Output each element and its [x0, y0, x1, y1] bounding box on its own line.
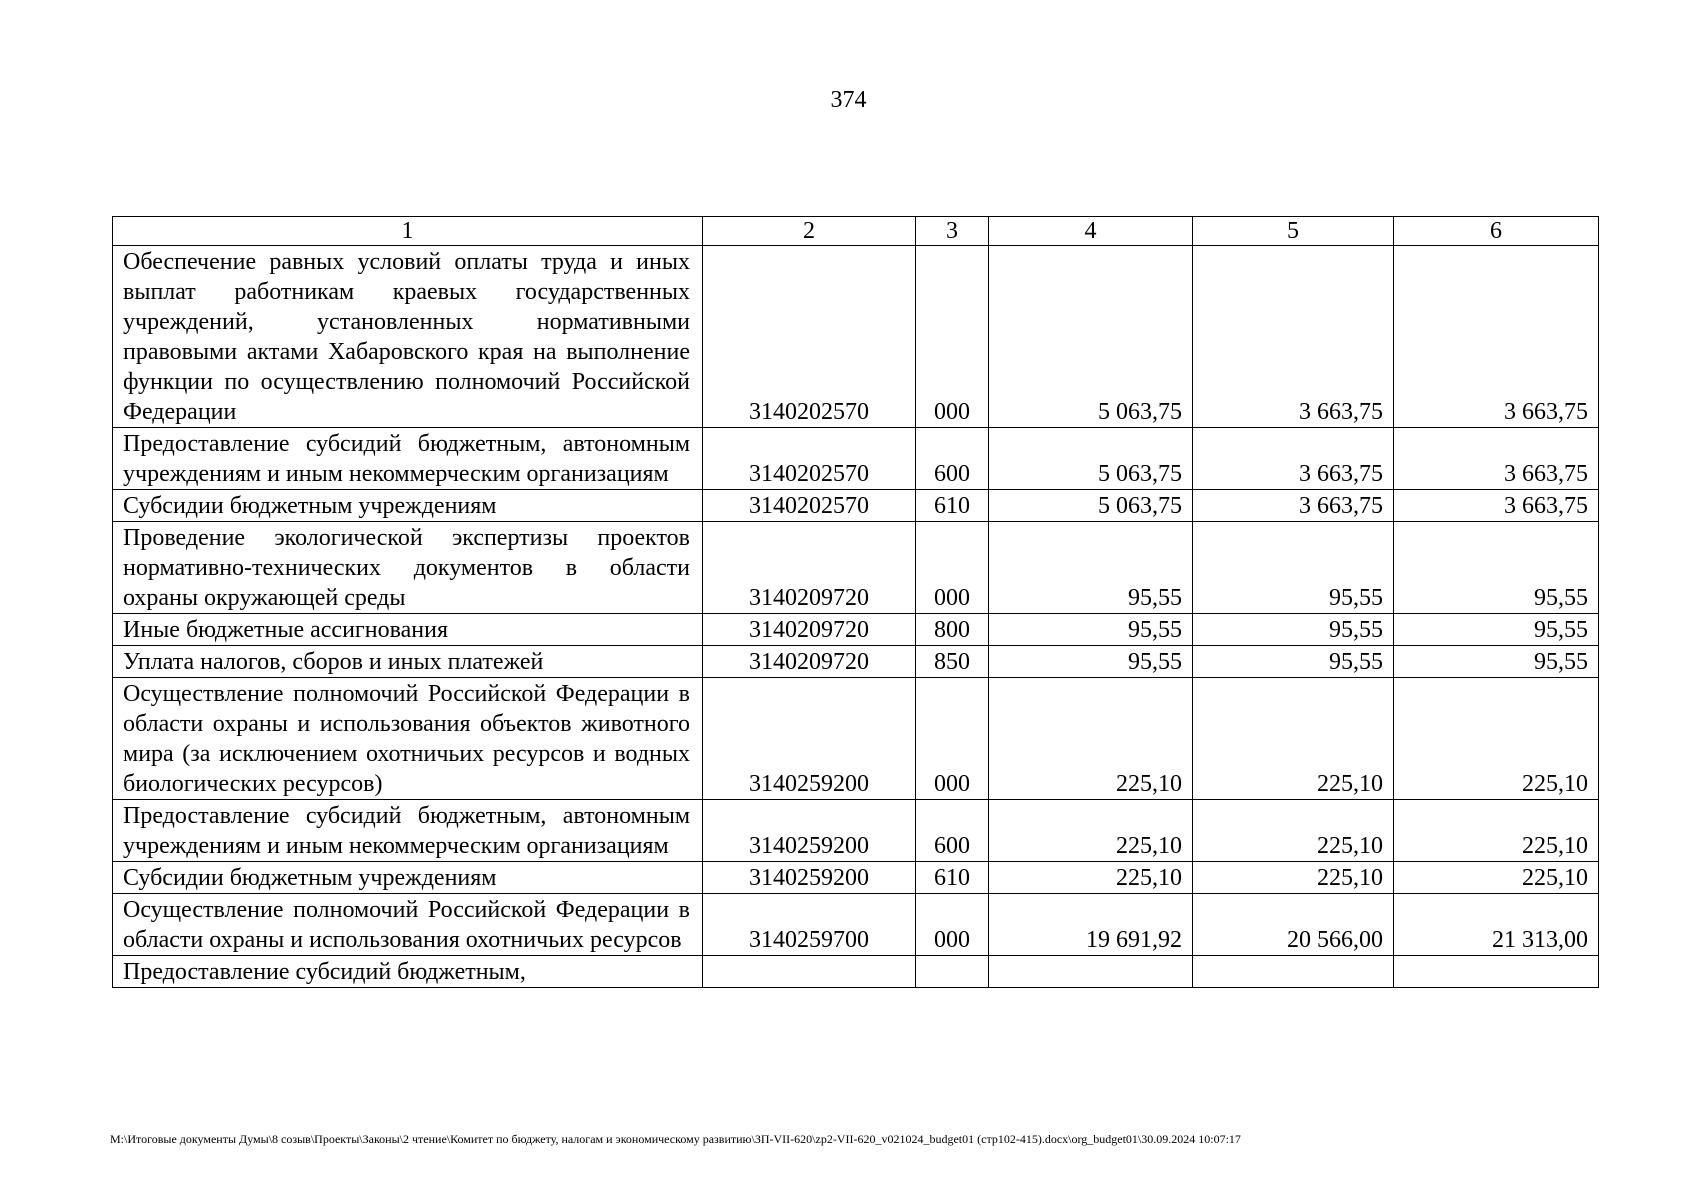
- column-header: 6: [1394, 217, 1599, 246]
- row-name-cell: Иные бюджетные ассигнования: [113, 614, 703, 646]
- amount-year3-cell: 3 663,75: [1394, 490, 1599, 522]
- row-name-cell: Осуществление полномочий Российской Федерации в области охраны и использования охотничьих ресурсов: [113, 894, 703, 956]
- table-row: [113, 428, 1599, 490]
- amount-year1-cell: 95,55: [989, 522, 1193, 614]
- amount-year3-cell: 225,10: [1394, 862, 1599, 894]
- amount-year3-cell: 3 663,75: [1394, 428, 1599, 490]
- amount-year1-cell: 19 691,92: [989, 894, 1193, 956]
- amount-year2-cell: 95,55: [1193, 614, 1394, 646]
- target-article-cell: 3140209720: [703, 646, 916, 678]
- row-name-cell: Обеспечение равных условий оплаты труда и иных выплат работникам краевых государственных учреждений, установленных нормативными правовыми актами Хабаровского края на выполнение функции по осуществлению полномочий Российской Федерации: [113, 246, 703, 428]
- table-row: [113, 800, 1599, 862]
- target-article-cell: 3140202570: [703, 490, 916, 522]
- amount-year3-cell: 95,55: [1394, 614, 1599, 646]
- table-row: [113, 678, 1599, 800]
- target-article-cell: 3140259200: [703, 678, 916, 800]
- amount-year1-cell: 5 063,75: [989, 428, 1193, 490]
- table-row: [113, 614, 1599, 646]
- column-header: 4: [989, 217, 1193, 246]
- target-article-cell: 3140259700: [703, 894, 916, 956]
- page-number: 374: [830, 87, 867, 113]
- table-row: [113, 956, 1599, 988]
- row-name-cell: Субсидии бюджетным учреждениям: [113, 862, 703, 894]
- amount-year2-cell: 225,10: [1193, 800, 1394, 862]
- amount-year2-cell: 3 663,75: [1193, 490, 1394, 522]
- table-row: [113, 862, 1599, 894]
- expense-type-cell: 610: [916, 862, 989, 894]
- amount-year2-cell: 225,10: [1193, 862, 1394, 894]
- expense-type-cell: 600: [916, 428, 989, 490]
- row-name-cell: Субсидии бюджетным учреждениям: [113, 490, 703, 522]
- amount-year3-cell: 95,55: [1394, 522, 1599, 614]
- column-header: 2: [703, 217, 916, 246]
- target-article-cell: [703, 956, 916, 988]
- amount-year1-cell: 225,10: [989, 862, 1193, 894]
- amount-year2-cell: 3 663,75: [1193, 428, 1394, 490]
- table-row: [113, 522, 1599, 614]
- expense-type-cell: 000: [916, 894, 989, 956]
- target-article-cell: 3140259200: [703, 800, 916, 862]
- row-name-cell: Предоставление субсидий бюджетным, автономным учреждениям и иным некоммерческим организациям: [113, 428, 703, 490]
- row-name-cell: Проведение экологической экспертизы проектов нормативно-технических документов в области охраны окружающей среды: [113, 522, 703, 614]
- amount-year3-cell: 3 663,75: [1394, 246, 1599, 428]
- amount-year1-cell: 225,10: [989, 678, 1193, 800]
- row-name-cell: Уплата налогов, сборов и иных платежей: [113, 646, 703, 678]
- row-name-cell: Осуществление полномочий Российской Федерации в области охраны и использования объектов животного мира (за исключением охотничьих ресурсов и водных биологических ресурсов): [113, 678, 703, 800]
- target-article-cell: 3140209720: [703, 614, 916, 646]
- amount-year1-cell: 5 063,75: [989, 246, 1193, 428]
- expense-type-cell: 800: [916, 614, 989, 646]
- expense-type-cell: 000: [916, 522, 989, 614]
- column-header: 5: [1193, 217, 1394, 246]
- table-row: [113, 646, 1599, 678]
- amount-year2-cell: [1193, 956, 1394, 988]
- amount-year1-cell: 95,55: [989, 646, 1193, 678]
- amount-year2-cell: 95,55: [1193, 646, 1394, 678]
- file-path-footer: M:\Итоговые документы Думы\8 созыв\Проекты\Законы\2 чтение\Комитет по бюджету, налогам и экономическому развитию\ЗП-VII-620\zp2-VII-620_v021024_budget01 (стр102-415).docx\org_budget01\30.09.2024 10:07:17: [110, 1132, 1241, 1146]
- row-name-cell: Предоставление субсидий бюджетным,: [113, 956, 703, 988]
- expense-type-cell: 000: [916, 678, 989, 800]
- amount-year3-cell: 21 313,00: [1394, 894, 1599, 956]
- target-article-cell: 3140209720: [703, 522, 916, 614]
- expense-type-cell: 610: [916, 490, 989, 522]
- amount-year1-cell: 5 063,75: [989, 490, 1193, 522]
- table-row: [113, 490, 1599, 522]
- amount-year3-cell: 225,10: [1394, 678, 1599, 800]
- budget-table: [112, 216, 1599, 988]
- table-row: [113, 246, 1599, 428]
- amount-year2-cell: 225,10: [1193, 678, 1394, 800]
- expense-type-cell: 850: [916, 646, 989, 678]
- amount-year3-cell: 225,10: [1394, 800, 1599, 862]
- amount-year1-cell: [989, 956, 1193, 988]
- amount-year1-cell: 225,10: [989, 800, 1193, 862]
- expense-type-cell: [916, 956, 989, 988]
- target-article-cell: 3140202570: [703, 246, 916, 428]
- column-header: 3: [916, 217, 989, 246]
- amount-year3-cell: [1394, 956, 1599, 988]
- target-article-cell: 3140202570: [703, 428, 916, 490]
- amount-year2-cell: 95,55: [1193, 522, 1394, 614]
- table-header-row: [113, 217, 1599, 246]
- table-row: [113, 894, 1599, 956]
- expense-type-cell: 600: [916, 800, 989, 862]
- amount-year1-cell: 95,55: [989, 614, 1193, 646]
- row-name-cell: Предоставление субсидий бюджетным, автономным учреждениям и иным некоммерческим организациям: [113, 800, 703, 862]
- target-article-cell: 3140259200: [703, 862, 916, 894]
- expense-type-cell: 000: [916, 246, 989, 428]
- amount-year2-cell: 20 566,00: [1193, 894, 1394, 956]
- amount-year3-cell: 95,55: [1394, 646, 1599, 678]
- column-header: 1: [113, 217, 703, 246]
- amount-year2-cell: 3 663,75: [1193, 246, 1394, 428]
